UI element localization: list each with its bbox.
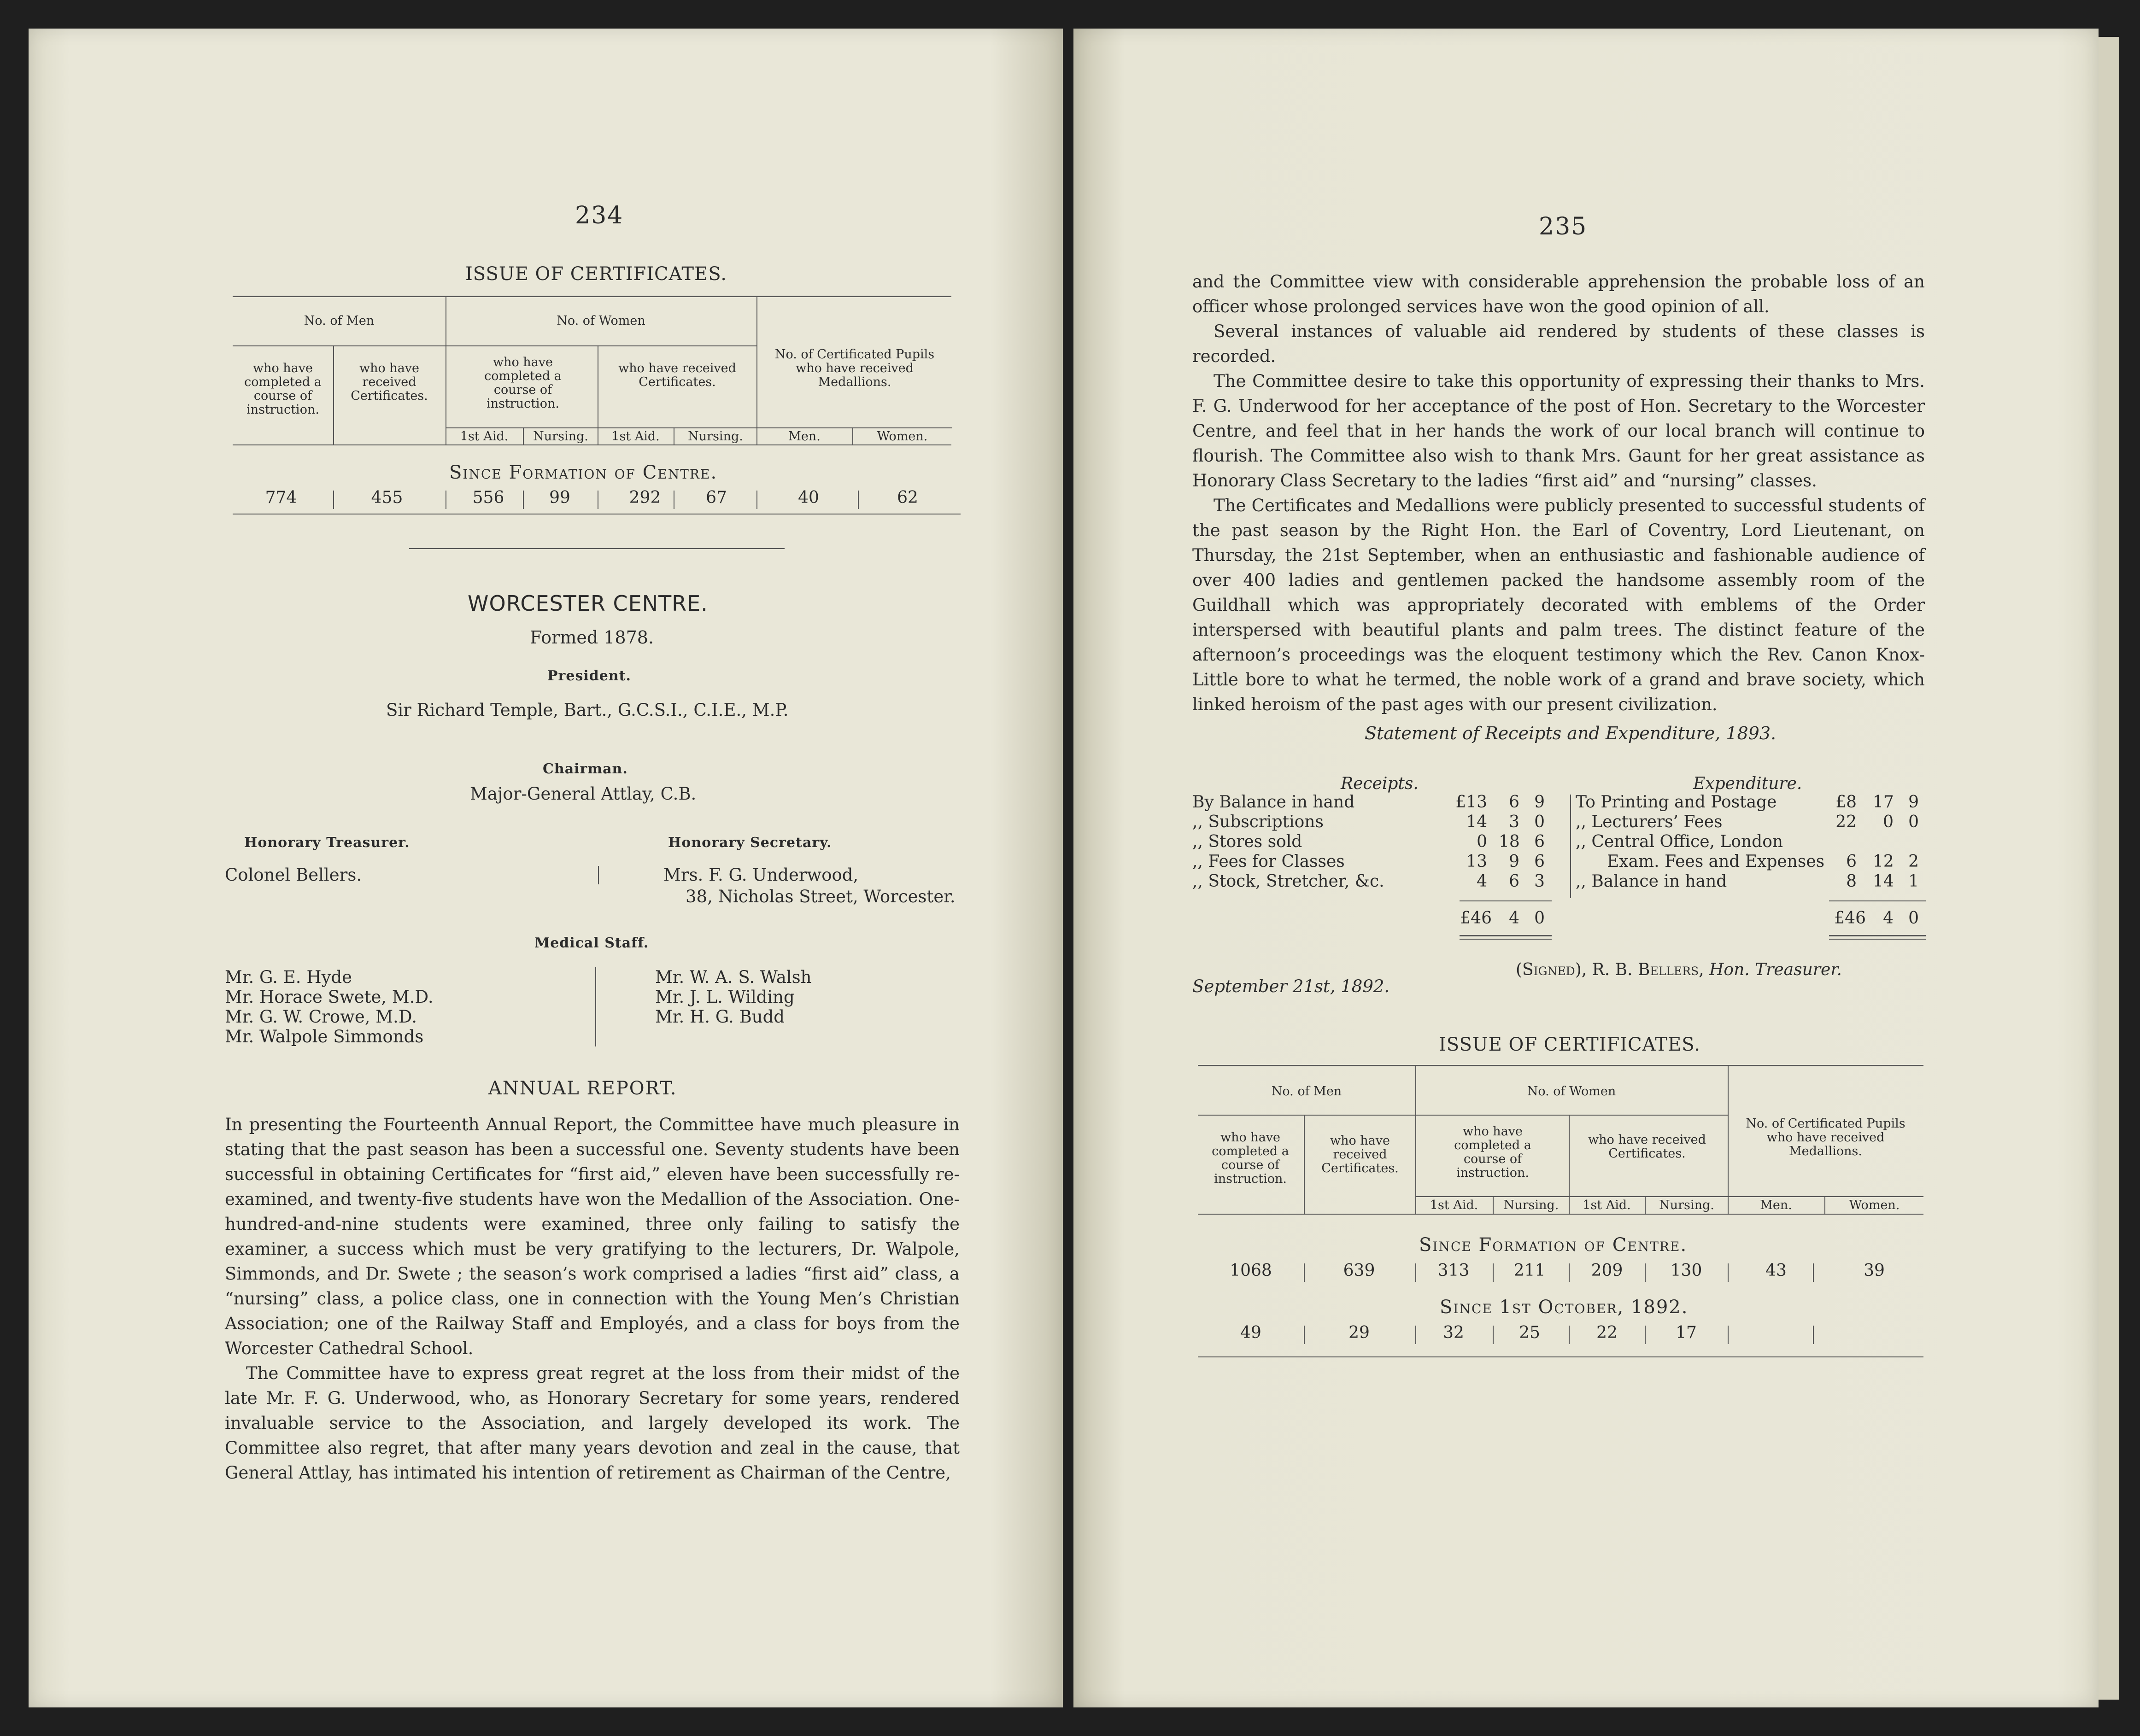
account-label: ,, Subscriptions — [1192, 812, 1324, 831]
sub-1st-aid: 1st Aid. — [460, 429, 509, 444]
table-cell: 209 — [1591, 1261, 1623, 1280]
medical-staff-member: Mr. H. G. Budd — [655, 1007, 785, 1027]
account-pounds: 4 — [1477, 872, 1487, 891]
formed-date: Formed 1878. — [530, 627, 654, 648]
statement-title: Statement of Receipts and Expenditure, 1893. — [1365, 723, 1776, 743]
account-pence: 0 — [1534, 812, 1545, 831]
value-women-nursing-received: 67 — [706, 488, 727, 507]
paragraph: The Committee have to express great regret at the loss from their midst of the late Mr. F. G. Underwood, who, as Honorary Secretary for some years, rendered invaluable service to the Association, and largely developed its work. The Committee also regret, that after many years devotion and zeal in the cause, that General Attlay, has intimated his intention of retirement as Chairman of the Centre, — [225, 1363, 960, 1483]
account-shillings: 3 — [1509, 812, 1519, 831]
signed-title: Hon. Treasurer. — [1709, 960, 1842, 979]
women-received-header: who have received Certificates. — [1588, 1133, 1706, 1161]
women-completed-header: who have completed a course of instruction. — [1454, 1124, 1531, 1180]
cell-divider — [1813, 1263, 1814, 1282]
account-label: ,, Lecturers’ Fees — [1576, 812, 1723, 831]
medical-staff-member: Mr. G. W. Crowe, M.D. — [225, 1007, 417, 1027]
chairman-heading: Chairman. — [543, 761, 628, 777]
medical-staff-member: Mr. W. A. S. Walsh — [655, 967, 812, 987]
since-formation-label: Since Formation of Centre. — [449, 462, 718, 483]
book-edge — [2099, 37, 2119, 1700]
signature — [1516, 960, 1842, 979]
account-pounds: 8 — [1846, 872, 1857, 891]
cell-divider — [1728, 1263, 1729, 1282]
cell-divider — [1645, 1326, 1646, 1344]
certificates-title: ISSUE OF CERTIFICATES. — [1439, 1034, 1700, 1055]
account-row — [1192, 792, 1565, 812]
page-number: 235 — [1539, 213, 1588, 240]
report-continued — [1192, 269, 1925, 717]
chairman-name: Major-General Attlay, C.B. — [470, 784, 697, 804]
account-shillings: 6 — [1509, 872, 1519, 891]
annual-report-title: ANNUAL REPORT. — [488, 1078, 677, 1099]
table-cell: 25 — [1519, 1323, 1540, 1342]
account-label: Exam. Fees and Expenses — [1607, 852, 1825, 871]
account-pounds: £13 — [1455, 793, 1487, 812]
table-cell: 639 — [1343, 1261, 1375, 1280]
table-cell: 130 — [1670, 1261, 1702, 1280]
account-shillings: 17 — [1873, 793, 1894, 812]
sub-nursing: Nursing. — [688, 429, 743, 444]
table-cell: 32 — [1443, 1323, 1464, 1342]
medical-staff-heading: Medical Staff. — [534, 935, 649, 951]
column-divider — [1570, 795, 1571, 898]
signed-by: (Signed), R. B. Bellers, — [1516, 960, 1704, 979]
cell-divider — [1493, 1263, 1494, 1282]
medical-staff-left — [225, 967, 434, 1046]
table-cell: 39 — [1864, 1261, 1885, 1280]
value-women-1st-aid-received: 292 — [629, 488, 661, 507]
cell-divider — [1569, 1326, 1570, 1344]
value-women-nursing-completed: 99 — [549, 488, 570, 507]
account-label: To Printing and Postage — [1576, 793, 1777, 812]
table-cell: 43 — [1765, 1261, 1787, 1280]
total-pounds: £46 — [1834, 909, 1866, 928]
account-label: By Balance in hand — [1192, 793, 1355, 812]
paragraph: The Committee desire to take this opportunity of expressing their thanks to Mrs. F. G. Underwood for her acceptance of the post of Hon. Secretary to the Worcester Centre, and feel that in her hands the work of our local branch will continue to flourish. The Committee also wish to thank Mrs. Gaunt for her great assistance as Honorary Class Secretary to the ladies “first aid” and “nursing” classes. — [1192, 371, 1925, 491]
since-october-label: Since 1st October, 1892. — [1440, 1297, 1689, 1318]
president-heading: President. — [547, 668, 631, 684]
centre-title: WORCESTER CENTRE. — [468, 591, 708, 616]
president-name: Sir Richard Temple, Bart., G.C.S.I., C.I.E., M.P. — [386, 700, 789, 720]
column-divider — [595, 967, 596, 1046]
account-pounds: £8 — [1835, 793, 1857, 812]
annual-report-body — [225, 1112, 960, 1485]
sub-men: Men. — [788, 429, 821, 444]
secretary-heading: Honorary Secretary. — [668, 835, 832, 851]
medical-staff-member: Mr. G. E. Hyde — [225, 967, 352, 987]
paragraph: Several instances of valuable aid rendered by students of these classes is recorded. — [1192, 321, 1925, 366]
account-pence: 9 — [1534, 793, 1545, 812]
table-cell: 211 — [1513, 1261, 1546, 1280]
men-received-header: who have received Certificates. — [1321, 1134, 1399, 1175]
statement-date: September 21st, 1892. — [1192, 976, 1390, 996]
cell-divider — [1493, 1326, 1494, 1344]
women-header: No. of Women — [1527, 1084, 1616, 1099]
cell-divider — [1415, 1326, 1416, 1344]
total-shillings: 4 — [1509, 909, 1519, 928]
certificates-title: ISSUE OF CERTIFICATES. — [465, 263, 727, 285]
account-pounds: 6 — [1846, 852, 1857, 871]
total-pence: 0 — [1534, 909, 1545, 928]
cell-divider — [1415, 1263, 1416, 1282]
cell-divider — [1304, 1263, 1305, 1282]
men-header: No. of Men — [304, 314, 375, 328]
account-pence: 9 — [1908, 793, 1919, 812]
account-row — [1576, 792, 1926, 812]
sub-1st-aid: 1st Aid. — [1583, 1198, 1631, 1212]
paragraph: In presenting the Fourteenth Annual Report, the Committee have much pleasure in stating that the past season has been a successful one. Seventy students have been successful in obtaining Certificates for “first aid,” eleven have been successfully re-examined, and twenty-five students have won the Medallion of the Association. One-hundred-and-nine students were examined, three only failing to satisfy the examiner, a success which must be very gratifying to the lecturers, Dr. Walpole, Simmonds, and Dr. Swete ; the season’s work comprised a ladies “first aid” class, a “nursing” class, a police class, one in connection with the Young Men’s Christian Association; one of the Railway Staff and Employés, and a class for boys from the Worcester Cathedral School. — [225, 1115, 960, 1358]
treasurer-heading: Honorary Treasurer. — [244, 835, 410, 851]
account-pence: 3 — [1534, 872, 1545, 891]
paragraph: and the Committee view with considerable apprehension the probable loss of an officer whose prolonged services have won the good opinion of all. — [1192, 272, 1925, 316]
receipts-list — [1192, 792, 1565, 891]
value-medallions-men: 40 — [798, 488, 819, 507]
account-pence: 1 — [1908, 872, 1919, 891]
table-cell: 29 — [1348, 1323, 1370, 1342]
account-pounds: 13 — [1466, 852, 1487, 871]
account-label: ,, Stock, Stretcher, &c. — [1192, 872, 1384, 891]
medallions-header: No. of Certificated Pupils who have received Medallions. — [774, 347, 935, 389]
account-shillings: 0 — [1883, 812, 1894, 831]
divider — [409, 548, 785, 549]
account-row — [1576, 871, 1926, 891]
account-row — [1192, 852, 1565, 871]
account-shillings: 14 — [1873, 872, 1894, 891]
sub-women: Women. — [1849, 1198, 1900, 1212]
page-number: 234 — [575, 202, 624, 229]
men-completed-header: who have completed a course of instruction. — [244, 361, 322, 417]
account-row — [1576, 852, 1926, 871]
account-label: ,, Stores sold — [1192, 832, 1302, 851]
value-men-received: 455 — [371, 488, 403, 507]
sub-1st-aid: 1st Aid. — [611, 429, 660, 444]
table-cell: 17 — [1676, 1323, 1697, 1342]
cell-divider — [1304, 1326, 1305, 1344]
table-cell: 1068 — [1230, 1261, 1272, 1280]
expenditure-heading: Expenditure. — [1693, 774, 1802, 793]
account-shillings: 18 — [1499, 832, 1520, 851]
sub-nursing: Nursing. — [533, 429, 588, 444]
secretary-name: Mrs. F. G. Underwood, — [663, 865, 859, 885]
medical-staff-right — [655, 967, 811, 1027]
column-divider — [598, 866, 599, 884]
men-received-header: who have received Certificates. — [351, 361, 428, 403]
men-header: No. of Men — [1271, 1084, 1342, 1099]
sub-nursing: Nursing. — [1659, 1198, 1714, 1212]
account-pounds: 14 — [1466, 812, 1487, 831]
account-row — [1192, 812, 1565, 832]
cell-divider — [1569, 1263, 1570, 1282]
women-received-header: who have received Certificates. — [618, 361, 736, 389]
account-label: ,, Fees for Classes — [1192, 852, 1345, 871]
account-pounds: 0 — [1477, 832, 1487, 851]
sub-1st-aid: 1st Aid. — [1430, 1198, 1478, 1212]
account-shillings: 12 — [1873, 852, 1894, 871]
account-row — [1192, 832, 1565, 852]
paragraph: The Certificates and Medallions were publicly presented to successful students of the past season by the Right Hon. the Earl of Coventry, Lord Lieutenant, on Thursday, the 21st September, when an enthusiastic and fashionable audience of over 400 ladies and gentlemen packed the handsome assembly room of the Guildhall which was appropriately decorated with emblems of the Order interspersed with beautiful plants and palm trees. The distinct feature of the afternoon’s proceedings was the eloquent testimony which the Rev. Canon Knox-Little bore to what he termed, the noble work of a grand and brave society, which linked heroism of the past ages with our present civilization. — [1192, 496, 1925, 714]
cell-divider — [1813, 1326, 1814, 1344]
total-shillings: 4 — [1883, 909, 1894, 928]
account-row — [1192, 871, 1565, 891]
sub-women: Women. — [877, 429, 928, 444]
account-shillings: 9 — [1509, 852, 1519, 871]
medical-staff-member: Mr. Walpole Simmonds — [225, 1027, 424, 1046]
account-label: ,, Balance in hand — [1576, 872, 1727, 891]
sub-men: Men. — [1760, 1198, 1792, 1212]
account-label: ,, Central Office, London — [1576, 832, 1783, 851]
account-shillings: 6 — [1509, 793, 1519, 812]
total-pounds: £46 — [1460, 909, 1492, 928]
table-cell: 49 — [1240, 1323, 1261, 1342]
women-header: No. of Women — [557, 314, 645, 328]
table-cell: 22 — [1596, 1323, 1618, 1342]
value-men-completed: 774 — [265, 488, 297, 507]
total-pence: 0 — [1908, 909, 1919, 928]
account-pence: 6 — [1534, 832, 1545, 851]
account-row — [1576, 832, 1926, 852]
account-row — [1576, 812, 1926, 832]
account-pence: 2 — [1908, 852, 1919, 871]
expenditure-list — [1576, 792, 1926, 891]
sub-nursing: Nursing. — [1503, 1198, 1559, 1212]
account-pence: 0 — [1908, 812, 1919, 831]
value-medallions-women: 62 — [897, 488, 918, 507]
cell-divider — [1645, 1263, 1646, 1282]
medical-staff-member: Mr. Horace Swete, M.D. — [225, 987, 434, 1007]
table-cell: 313 — [1437, 1261, 1470, 1280]
women-completed-header: who have completed a course of instruction. — [484, 355, 562, 411]
account-pounds: 22 — [1835, 812, 1857, 831]
treasurer-name: Colonel Bellers. — [225, 865, 362, 885]
medical-staff-member: Mr. J. L. Wilding — [655, 987, 795, 1007]
medallions-header: No. of Certificated Pupils who have received Medallions. — [1746, 1116, 1905, 1158]
value-women-1st-aid-completed: 556 — [472, 488, 504, 507]
cell-divider — [1728, 1326, 1729, 1344]
account-pence: 6 — [1534, 852, 1545, 871]
since-formation-label: Since Formation of Centre. — [1419, 1234, 1688, 1256]
secretary-address: 38, Nicholas Street, Worcester. — [686, 887, 956, 906]
men-completed-header: who have completed a course of instruction. — [1212, 1130, 1289, 1186]
receipts-heading: Receipts. — [1341, 774, 1419, 793]
